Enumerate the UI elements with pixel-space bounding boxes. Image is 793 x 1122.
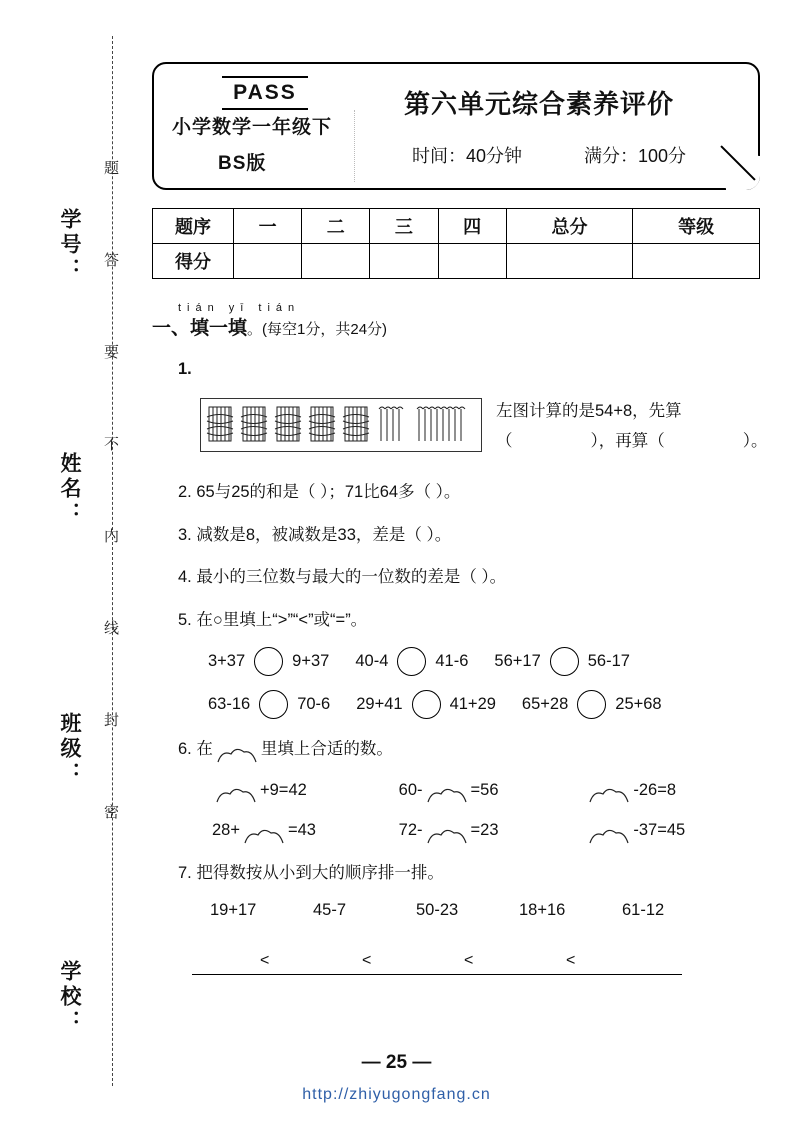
field-class: 班级： — [58, 712, 81, 787]
field-student-id: 学号： — [58, 208, 81, 283]
q7-expression: 61-12 — [622, 900, 665, 919]
answer-rule — [192, 974, 682, 975]
q6-cell — [212, 778, 399, 803]
question-1 — [178, 396, 772, 462]
q1-line1: 左图计算的是54+8，先算 — [496, 401, 682, 420]
score-table — [152, 208, 760, 279]
pass-logo: PASS — [222, 76, 308, 110]
exam-left-strip — [0, 0, 150, 1122]
q7-expression: 18+16 — [519, 900, 566, 919]
comparison-circle[interactable] — [397, 647, 426, 676]
q6-pre: 28+ — [212, 821, 240, 840]
score-entry-cell[interactable] — [370, 244, 438, 279]
q7-expression: 19+17 — [210, 900, 257, 919]
question-6-row-1 — [212, 778, 772, 803]
score-table-cell: 二 — [302, 209, 370, 244]
question-5: 5. 在○里填上“>”“<”或“=”。 — [178, 611, 368, 629]
q7-operator: < — [260, 951, 270, 969]
comparison-pair — [208, 647, 329, 676]
section-scoring-note: 。(每空1分，共24分) — [247, 320, 388, 338]
q6-cell — [399, 818, 586, 843]
question-3: 3. 减数是8，被减数是33，差是（ ）。 — [178, 525, 452, 544]
comparison-circle[interactable] — [412, 690, 441, 719]
question-2: 2. 65与25的和是（ ）；71比64多（ ）。 — [178, 482, 461, 501]
edition-label: BS版 — [218, 153, 267, 174]
comparison-pair — [494, 647, 630, 676]
question-6-row-2 — [212, 818, 772, 843]
comparison-pair — [208, 690, 330, 719]
q6-pre: 72- — [398, 821, 423, 840]
comparison-pair — [355, 647, 468, 676]
q6-post: -26=8 — [633, 780, 677, 799]
q1-line2 — [496, 426, 793, 457]
comparison-circle[interactable] — [254, 647, 283, 676]
cmp-right: 41-6 — [435, 651, 469, 670]
q7-expression: 45-7 — [313, 900, 347, 919]
q6-post: =23 — [470, 821, 499, 840]
score-table-cell: 四 — [438, 209, 506, 244]
q6-pre: 60- — [398, 780, 423, 799]
cmp-right: 56-17 — [587, 651, 630, 670]
q6-cell — [212, 818, 399, 843]
score-table-cell: 三 — [370, 209, 438, 244]
question-7-numbers — [210, 898, 772, 923]
exam-time: 时间：40分钟 — [412, 146, 523, 166]
question-7: 7. 把得数按从小到大的顺序排一排。 — [178, 864, 444, 882]
cmp-left: 65+28 — [521, 694, 569, 713]
cmp-right: 25+68 — [615, 694, 662, 713]
comparison-circle[interactable] — [259, 690, 288, 719]
table-row — [153, 244, 760, 279]
corner-fold-decoration — [724, 154, 760, 190]
cloud-blank-icon[interactable] — [242, 827, 286, 843]
q1-blank-b[interactable]: ），再算（ — [590, 432, 665, 451]
question-1-text — [496, 396, 793, 457]
page-title: 第六单元综合素养评价 — [404, 89, 675, 119]
cmp-left: 40-4 — [355, 651, 389, 670]
cmp-left: 63-16 — [208, 694, 251, 713]
cloud-blank-icon[interactable] — [587, 786, 631, 802]
score-table-cell: 一 — [234, 209, 302, 244]
cloud-blank-icon[interactable] — [214, 786, 258, 802]
field-school: 学校： — [58, 960, 81, 1035]
q6-text-b: 里填上合适的数。 — [260, 739, 393, 758]
score-entry-cell[interactable] — [633, 244, 760, 279]
score-table-cell: 等级 — [633, 209, 760, 244]
question-5-row-2 — [208, 690, 772, 719]
comparison-pair — [522, 690, 662, 719]
cmp-left: 56+17 — [494, 651, 541, 670]
cloud-blank-icon[interactable] — [215, 746, 259, 762]
score-entry-cell[interactable] — [438, 244, 506, 279]
score-table-row-label: 题序 — [153, 209, 234, 244]
score-table-row-label: 得分 — [153, 244, 234, 279]
question-6 — [178, 737, 772, 762]
cmp-right: 9+37 — [292, 651, 330, 670]
comparison-circle[interactable] — [550, 647, 579, 676]
section-heading-text: 一、填一填 — [152, 317, 248, 339]
question-7-answer-line[interactable] — [192, 941, 712, 975]
exam-body — [152, 300, 772, 975]
watermark-url: http://zhiyugongfang.cn — [302, 1086, 491, 1103]
sticks-bundle-figure — [200, 398, 482, 452]
section-heading — [152, 315, 772, 344]
exam-full-score: 满分：100分 — [584, 146, 687, 166]
comparison-pair — [356, 690, 496, 719]
score-entry-cell[interactable] — [234, 244, 302, 279]
q6-text-a: 6. 在 — [178, 739, 213, 758]
cmp-left: 29+41 — [356, 694, 403, 713]
cloud-blank-icon[interactable] — [425, 827, 469, 843]
sticks-illustration — [201, 399, 479, 449]
cmp-right: 41+29 — [449, 694, 496, 713]
question-5-row-1 — [208, 647, 772, 676]
q7-operator: < — [362, 951, 372, 969]
header-divider — [354, 110, 355, 182]
q7-expression: 50-23 — [416, 900, 459, 919]
q6-post: +9=42 — [260, 780, 307, 799]
q6-post: =43 — [288, 821, 316, 840]
question-4: 4. 最小的三位数与最大的一位数的差是（ ）。 — [178, 568, 507, 587]
q1-blank-c[interactable]: ）。 — [742, 432, 768, 451]
q1-num: 1. — [178, 360, 192, 378]
exam-header-box — [152, 62, 760, 190]
q6-cell — [585, 778, 772, 803]
seal-warning-text: 题 答 要 不 内 线 封 密 — [102, 160, 119, 849]
table-row — [153, 209, 760, 244]
q7-operator: < — [464, 951, 474, 969]
corner-fold-line — [720, 145, 755, 180]
field-name: 姓名： — [58, 452, 81, 527]
question-1-number — [178, 357, 772, 382]
cmp-right: 70-6 — [297, 694, 331, 713]
cloud-blank-icon[interactable] — [425, 786, 469, 802]
q6-post: -37=45 — [633, 821, 686, 840]
q6-post: =56 — [470, 780, 499, 799]
section-pinyin: tián yī tián — [178, 302, 301, 314]
q6-cell — [585, 818, 772, 843]
subject-label: 小学数学一年级下 — [172, 117, 333, 138]
cmp-left: 3+37 — [208, 651, 246, 670]
q1-blank-a[interactable]: （ — [496, 432, 513, 451]
page-number: — 25 — — [361, 1052, 432, 1073]
cloud-blank-icon[interactable] — [587, 827, 631, 843]
q7-operator: < — [566, 951, 576, 969]
score-entry-cell[interactable] — [506, 244, 633, 279]
score-table-cell: 总分 — [506, 209, 633, 244]
comparison-circle[interactable] — [577, 690, 606, 719]
score-entry-cell[interactable] — [302, 244, 370, 279]
q6-cell — [399, 778, 586, 803]
